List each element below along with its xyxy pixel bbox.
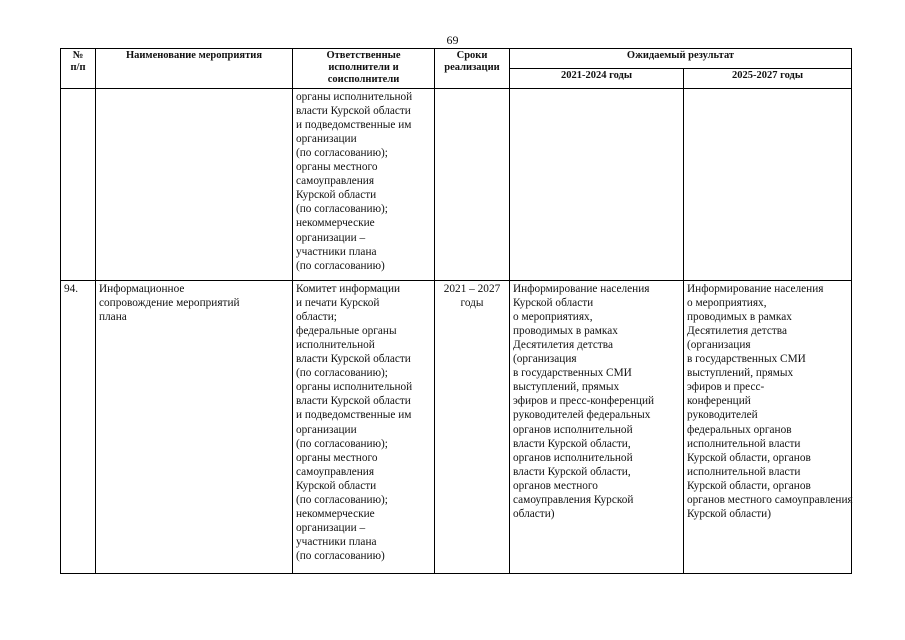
table-header <box>61 49 852 89</box>
cell-line: органов исполнительной <box>513 423 633 436</box>
cell-line: (по согласованию); <box>296 367 388 380</box>
cell-line: (организация <box>687 338 751 351</box>
cell-line: и печати Курской <box>296 296 380 309</box>
cell-num: 94. <box>61 280 96 573</box>
cell-line: федеральные органы <box>296 324 397 337</box>
cell-result-2025-2027 <box>684 88 852 280</box>
cell-line: Информирование населения <box>513 282 650 295</box>
header-responsible <box>293 49 435 89</box>
cell-line: федеральных органов <box>687 423 792 436</box>
cell-name <box>96 280 293 573</box>
cell-line: (по согласованию); <box>296 203 388 216</box>
measures-table <box>60 48 852 574</box>
cell-line: самоуправления <box>296 175 375 188</box>
cell-line: Десятилетия детства <box>687 324 787 337</box>
cell-line: области; <box>296 310 337 323</box>
cell-line: (по согласованию) <box>296 259 385 272</box>
header-period-2025-2027: 2025-2027 годы <box>684 68 852 88</box>
cell-responsible <box>293 88 435 280</box>
cell-line: власти Курской области <box>296 104 411 117</box>
page-number: 69 <box>446 33 459 47</box>
header-terms <box>435 49 510 89</box>
cell-line: власти Курской области <box>296 353 411 366</box>
cell-line: органов местного <box>513 479 598 492</box>
cell-line: Курской области <box>296 189 377 202</box>
cell-line: самоуправления <box>296 465 375 478</box>
cell-line: и подведомственные им <box>296 409 412 422</box>
cell-line: (по согласованию); <box>296 146 388 159</box>
header-terms-line-2: реализации <box>444 62 500 74</box>
cell-line: эфиров и пресс-конференций <box>513 395 655 408</box>
cell-line: (по согласованию); <box>296 494 388 507</box>
cell-line: органы исполнительной <box>296 381 413 394</box>
header-period-2021-2024: 2021-2024 годы <box>510 68 684 88</box>
cell-line: годы <box>460 296 484 309</box>
cell-line: власти Курской области, <box>513 465 631 478</box>
cell-line: (по согласованию) <box>296 550 385 563</box>
header-num-line-2: п/п <box>70 62 86 74</box>
cell-line: Курской области, органов <box>687 479 811 492</box>
cell-line: участники плана <box>296 245 377 258</box>
cell-line: Информационное <box>99 282 185 295</box>
cell-line: выступлений, прямых <box>687 367 794 380</box>
cell-line: (организация <box>513 353 577 366</box>
cell-name <box>96 88 293 280</box>
cell-line: организации <box>296 132 357 145</box>
cell-line: исполнительной власти <box>687 437 801 450</box>
header-responsible-line-2: исполнители и <box>328 62 399 74</box>
cell-line: организации <box>296 423 357 436</box>
cell-line: органы местного <box>296 451 378 464</box>
header-responsible-line-3: соисполнители <box>327 74 400 86</box>
cell-terms <box>435 88 510 280</box>
cell-line: власти Курской области, <box>513 437 631 450</box>
cell-line: руководителей федеральных <box>513 409 651 422</box>
table-row <box>61 88 852 280</box>
cell-terms <box>435 280 510 573</box>
cell-line: в государственных СМИ <box>687 353 806 366</box>
cell-result-2021-2024 <box>510 88 684 280</box>
header-expected-result: Ожидаемый результат <box>510 49 852 69</box>
header-responsible-line-1: Ответственные <box>326 50 401 61</box>
cell-line: (по согласованию); <box>296 437 388 450</box>
cell-num <box>61 88 96 280</box>
cell-line: выступлений, прямых <box>513 381 620 394</box>
cell-line: исполнительной <box>296 338 375 351</box>
cell-line: Курской области, органов <box>687 451 811 464</box>
cell-line: органы местного <box>296 161 378 174</box>
cell-line: участники плана <box>296 536 377 549</box>
cell-line: Курской области <box>513 296 594 309</box>
header-name: Наименование мероприятия <box>96 49 293 89</box>
cell-line: организации – <box>296 522 366 535</box>
cell-line: проводимых в рамках <box>687 310 792 323</box>
cell-line: исполнительной власти <box>687 465 801 478</box>
cell-line: о мероприятиях, <box>513 310 593 323</box>
cell-responsible <box>293 280 435 573</box>
cell-line: власти Курской области <box>296 395 411 408</box>
cell-line: плана <box>99 310 127 323</box>
cell-line: Курской области <box>296 479 377 492</box>
cell-line: самоуправления Курской <box>513 494 634 507</box>
cell-result-2021-2024 <box>510 280 684 573</box>
cell-line: эфиров и пресс- <box>687 381 765 394</box>
header-num <box>61 49 96 89</box>
cell-line: сопровождение мероприятий <box>99 296 240 309</box>
cell-line: Комитет информации <box>296 282 401 295</box>
cell-line: конференций <box>687 395 751 408</box>
cell-line: о мероприятиях, <box>687 296 767 309</box>
cell-line: проводимых в рамках <box>513 324 618 337</box>
cell-line: в государственных СМИ <box>513 367 632 380</box>
cell-line: органы исполнительной <box>296 90 413 103</box>
table-row <box>61 280 852 573</box>
cell-line: некоммерческие <box>296 508 375 521</box>
cell-line: органов местного самоуправления <box>687 494 853 507</box>
cell-line: организации – <box>296 231 366 244</box>
cell-line: некоммерческие <box>296 217 375 230</box>
cell-line: Десятилетия детства <box>513 338 613 351</box>
cell-line: и подведомственные им <box>296 118 412 131</box>
cell-line: руководителей <box>687 409 758 422</box>
cell-line: Курской области) <box>687 508 771 521</box>
cell-line: 2021 – 2027 <box>443 282 501 295</box>
header-terms-line-1: Сроки <box>456 50 488 61</box>
cell-line: органов исполнительной <box>513 451 633 464</box>
cell-line: Информирование населения <box>687 282 824 295</box>
cell-line: области) <box>513 508 555 521</box>
cell-result-2025-2027 <box>684 280 852 573</box>
header-num-line-1: № <box>72 50 84 61</box>
